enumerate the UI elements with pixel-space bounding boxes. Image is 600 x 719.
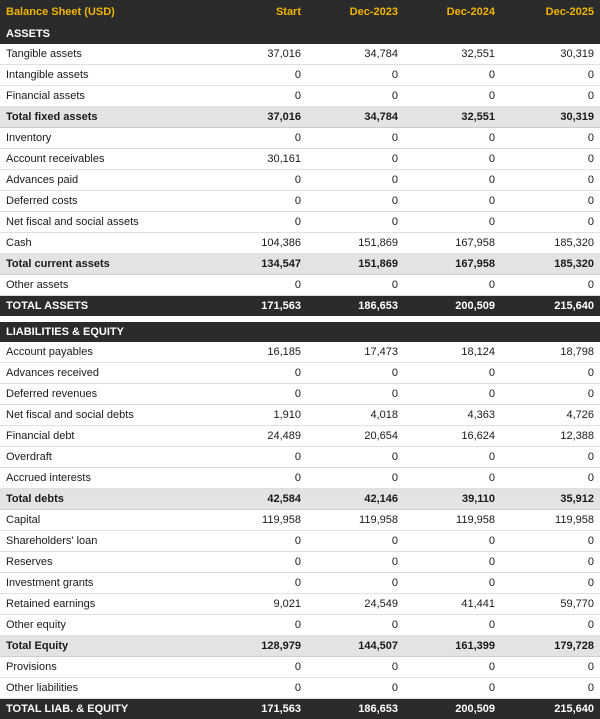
section-title-row	[0, 322, 600, 342]
row-value: 0	[307, 212, 404, 233]
row-value: 0	[501, 678, 600, 699]
row-value: 0	[210, 657, 307, 678]
row-value: 0	[501, 86, 600, 107]
row-label: Shareholders' loan	[0, 531, 210, 552]
row-value: 200,509	[404, 296, 501, 317]
row-value: 16,185	[210, 342, 307, 363]
row-value: 104,386	[210, 233, 307, 254]
row-label: Advances paid	[0, 170, 210, 191]
table-row	[0, 170, 600, 191]
row-value: 0	[210, 573, 307, 594]
row-value: 0	[210, 531, 307, 552]
row-value: 0	[404, 86, 501, 107]
row-value: 37,016	[210, 44, 307, 65]
row-value: 0	[404, 212, 501, 233]
row-value: 128,979	[210, 636, 307, 657]
row-value: 4,726	[501, 405, 600, 426]
row-value: 119,958	[404, 510, 501, 531]
column-header-period: Dec-2025	[501, 0, 600, 24]
row-value: 185,320	[501, 254, 600, 275]
row-value: 0	[501, 363, 600, 384]
row-value: 0	[210, 65, 307, 86]
row-value: 41,441	[404, 594, 501, 615]
row-value: 0	[501, 212, 600, 233]
row-value: 59,770	[501, 594, 600, 615]
row-value: 0	[307, 363, 404, 384]
row-label: Tangible assets	[0, 44, 210, 65]
row-value: 0	[404, 468, 501, 489]
row-value: 171,563	[210, 699, 307, 719]
row-value: 0	[404, 275, 501, 296]
row-value: 4,018	[307, 405, 404, 426]
table-row	[0, 212, 600, 233]
column-header-period: Dec-2024	[404, 0, 501, 24]
row-value: 0	[307, 65, 404, 86]
row-value: 0	[307, 191, 404, 212]
row-label: Account payables	[0, 342, 210, 363]
row-value: 0	[307, 275, 404, 296]
row-value: 9,021	[210, 594, 307, 615]
table-row	[0, 468, 600, 489]
row-value: 0	[307, 615, 404, 636]
row-value: 0	[307, 573, 404, 594]
row-label: Net fiscal and social assets	[0, 212, 210, 233]
subtotal-row	[0, 107, 600, 128]
row-label: Other assets	[0, 275, 210, 296]
table-row	[0, 149, 600, 170]
row-value: 0	[307, 447, 404, 468]
grand-row	[0, 699, 600, 719]
row-label: TOTAL LIAB. & EQUITY	[0, 699, 210, 719]
row-value: 151,869	[307, 233, 404, 254]
table-row	[0, 342, 600, 363]
row-value: 4,363	[404, 405, 501, 426]
row-value: 35,912	[501, 489, 600, 510]
row-value: 0	[307, 128, 404, 149]
row-label: TOTAL ASSETS	[0, 296, 210, 317]
row-label: Accrued interests	[0, 468, 210, 489]
row-value: 0	[404, 170, 501, 191]
row-label: Account receivables	[0, 149, 210, 170]
row-value: 24,489	[210, 426, 307, 447]
row-label: Retained earnings	[0, 594, 210, 615]
row-value: 0	[501, 149, 600, 170]
row-value: 0	[501, 531, 600, 552]
row-value: 0	[210, 615, 307, 636]
subtotal-row	[0, 489, 600, 510]
row-label: Deferred costs	[0, 191, 210, 212]
row-value: 0	[307, 657, 404, 678]
table-row	[0, 363, 600, 384]
table-header-row	[0, 0, 600, 24]
row-label: Total debts	[0, 489, 210, 510]
row-value: 37,016	[210, 107, 307, 128]
row-value: 0	[210, 468, 307, 489]
table-row	[0, 233, 600, 254]
table-row	[0, 447, 600, 468]
row-value: 119,958	[210, 510, 307, 531]
table-row	[0, 128, 600, 149]
row-value: 0	[307, 552, 404, 573]
row-label: Total Equity	[0, 636, 210, 657]
row-label: Financial debt	[0, 426, 210, 447]
row-value: 0	[307, 678, 404, 699]
row-value: 0	[404, 573, 501, 594]
row-value: 0	[307, 170, 404, 191]
row-value: 167,958	[404, 233, 501, 254]
row-value: 42,146	[307, 489, 404, 510]
row-value: 0	[210, 363, 307, 384]
row-label: Inventory	[0, 128, 210, 149]
table-row	[0, 44, 600, 65]
row-label: Provisions	[0, 657, 210, 678]
row-value: 215,640	[501, 699, 600, 719]
row-value: 0	[501, 468, 600, 489]
row-value: 34,784	[307, 44, 404, 65]
row-value: 32,551	[404, 107, 501, 128]
row-value: 167,958	[404, 254, 501, 275]
row-value: 0	[404, 447, 501, 468]
table-row	[0, 531, 600, 552]
table-row	[0, 594, 600, 615]
table-row	[0, 86, 600, 107]
section-title: LIABILITIES & EQUITY	[0, 322, 600, 342]
row-label: Capital	[0, 510, 210, 531]
row-value: 0	[404, 191, 501, 212]
row-label: Intangible assets	[0, 65, 210, 86]
row-value: 0	[210, 678, 307, 699]
row-value: 12,388	[501, 426, 600, 447]
row-value: 0	[404, 128, 501, 149]
row-value: 32,551	[404, 44, 501, 65]
row-label: Financial assets	[0, 86, 210, 107]
row-value: 39,110	[404, 489, 501, 510]
row-value: 1,910	[210, 405, 307, 426]
row-label: Advances received	[0, 363, 210, 384]
row-value: 185,320	[501, 233, 600, 254]
row-value: 0	[404, 363, 501, 384]
row-value: 0	[501, 447, 600, 468]
row-value: 0	[210, 552, 307, 573]
row-value: 119,958	[307, 510, 404, 531]
section-title-row	[0, 24, 600, 44]
row-value: 0	[307, 149, 404, 170]
row-value: 30,319	[501, 107, 600, 128]
table-row	[0, 65, 600, 86]
table-row	[0, 384, 600, 405]
row-label: Investment grants	[0, 573, 210, 594]
row-label: Reserves	[0, 552, 210, 573]
row-value: 18,124	[404, 342, 501, 363]
subtotal-row	[0, 636, 600, 657]
row-value: 0	[404, 531, 501, 552]
row-label: Cash	[0, 233, 210, 254]
table-row	[0, 657, 600, 678]
row-value: 0	[210, 275, 307, 296]
row-value: 0	[210, 86, 307, 107]
table-row	[0, 573, 600, 594]
section-title: ASSETS	[0, 24, 600, 44]
row-value: 0	[210, 447, 307, 468]
row-label: Total fixed assets	[0, 107, 210, 128]
row-value: 42,584	[210, 489, 307, 510]
row-value: 17,473	[307, 342, 404, 363]
row-label: Total current assets	[0, 254, 210, 275]
row-value: 151,869	[307, 254, 404, 275]
row-value: 179,728	[501, 636, 600, 657]
row-value: 144,507	[307, 636, 404, 657]
table-row	[0, 510, 600, 531]
row-value: 0	[404, 149, 501, 170]
row-value: 0	[210, 191, 307, 212]
row-value: 0	[404, 65, 501, 86]
row-value: 0	[501, 615, 600, 636]
row-label: Overdraft	[0, 447, 210, 468]
row-value: 0	[404, 615, 501, 636]
row-value: 0	[501, 170, 600, 191]
row-value: 18,798	[501, 342, 600, 363]
row-value: 20,654	[307, 426, 404, 447]
table-row	[0, 275, 600, 296]
table-row	[0, 615, 600, 636]
row-value: 0	[501, 552, 600, 573]
row-value: 0	[404, 678, 501, 699]
row-value: 0	[501, 191, 600, 212]
row-value: 0	[501, 128, 600, 149]
row-value: 0	[501, 573, 600, 594]
subtotal-row	[0, 254, 600, 275]
row-value: 24,549	[307, 594, 404, 615]
row-value: 0	[501, 275, 600, 296]
row-value: 161,399	[404, 636, 501, 657]
row-label: Deferred revenues	[0, 384, 210, 405]
row-value: 119,958	[501, 510, 600, 531]
row-value: 0	[210, 170, 307, 191]
row-value: 0	[210, 384, 307, 405]
row-value: 0	[307, 86, 404, 107]
row-value: 0	[210, 212, 307, 233]
row-value: 16,624	[404, 426, 501, 447]
row-label: Other equity	[0, 615, 210, 636]
row-value: 0	[307, 468, 404, 489]
table-row	[0, 426, 600, 447]
grand-row	[0, 296, 600, 317]
row-label: Net fiscal and social debts	[0, 405, 210, 426]
column-header-label: Balance Sheet (USD)	[0, 0, 210, 24]
table-row	[0, 552, 600, 573]
row-value: 186,653	[307, 699, 404, 719]
row-value: 30,161	[210, 149, 307, 170]
row-value: 0	[307, 531, 404, 552]
row-value: 34,784	[307, 107, 404, 128]
row-value: 0	[404, 552, 501, 573]
column-header-period: Dec-2023	[307, 0, 404, 24]
row-value: 215,640	[501, 296, 600, 317]
row-value: 0	[307, 384, 404, 405]
row-value: 0	[210, 128, 307, 149]
row-value: 171,563	[210, 296, 307, 317]
table-row	[0, 191, 600, 212]
row-value: 30,319	[501, 44, 600, 65]
table-row	[0, 678, 600, 699]
row-value: 186,653	[307, 296, 404, 317]
row-value: 0	[501, 65, 600, 86]
row-value: 0	[501, 384, 600, 405]
row-value: 0	[404, 657, 501, 678]
row-value: 0	[404, 384, 501, 405]
row-value: 134,547	[210, 254, 307, 275]
row-value: 200,509	[404, 699, 501, 719]
table-row	[0, 405, 600, 426]
row-label: Other liabilities	[0, 678, 210, 699]
row-value: 0	[501, 657, 600, 678]
column-header-period: Start	[210, 0, 307, 24]
